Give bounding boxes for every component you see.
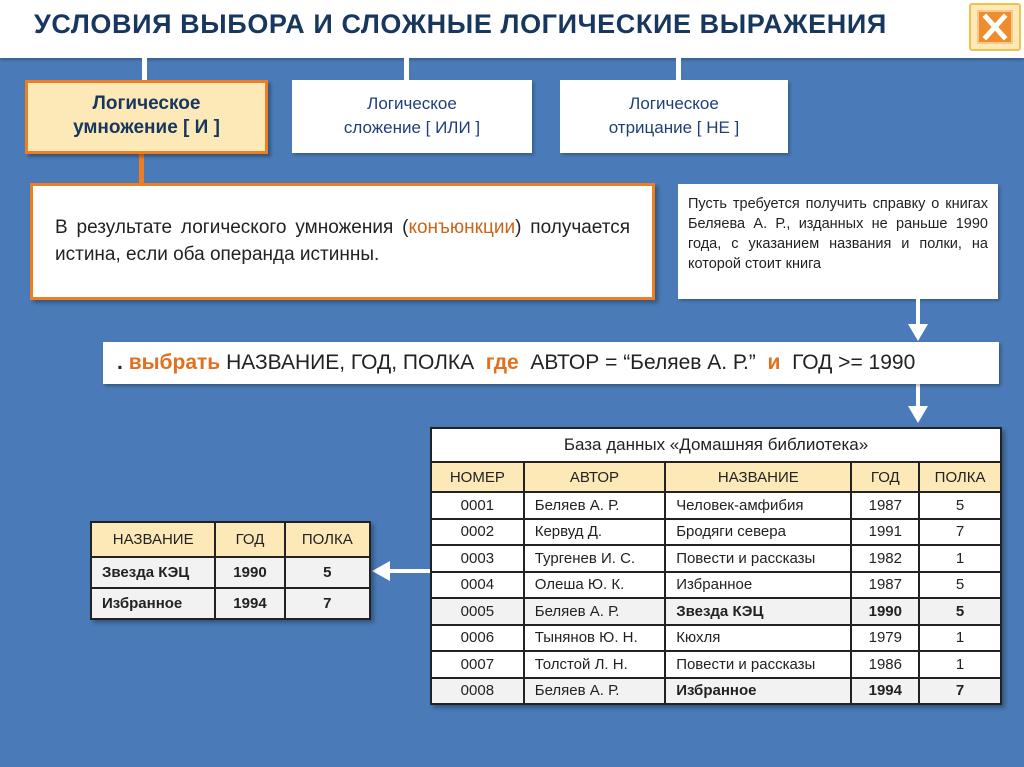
tab-logical-or[interactable] [292,80,532,153]
column-header-title: НАЗВАНИЕ [665,462,851,492]
cell-number: 0003 [431,545,524,572]
column-header-number: НОМЕР [431,462,524,492]
column-header-year: ГОД [851,462,919,492]
cell-year: 1987 [851,572,919,599]
cell-title: Повести и рассказы [665,651,851,678]
tab-line1: Логическое [92,93,201,114]
cell-title: Бродяги севера [665,519,851,546]
query-fields: НАЗВАНИЕ, ГОД, ПОЛКА [226,351,475,374]
cell-year: 1982 [851,545,919,572]
tab-line2: умножение [ И ] [73,117,220,138]
cell-title: Звезда КЭЦ [91,557,215,588]
cell-shelf: 1 [919,625,1001,652]
task-description: Пусть требуется получить справку о книгах Беляева А. Р., изданных не раньше 1990 года, с указанием названия и полки, на которой стоит книга [678,184,998,299]
query-condition-year: ГОД >= 1990 [792,351,916,374]
cell-author: Беляев А. Р. [524,678,665,705]
cell-author: Кервуд Д. [524,519,665,546]
cell-author: Тургенев И. С. [524,545,665,572]
table-row [91,557,370,588]
cell-year: 1991 [851,519,919,546]
cell-shelf: 5 [919,492,1001,519]
cell-author: Беляев А. Р. [524,492,665,519]
table-row [431,572,1001,599]
conjunction-text-before: В результате логического умножения ( [55,217,409,238]
table-row [431,625,1001,652]
cell-title: Звезда КЭЦ [665,598,851,625]
page-title: УСЛОВИЯ ВЫБОРА И СЛОЖНЫЕ ЛОГИЧЕСКИЕ ВЫРАЖЕНИЯ [34,9,887,39]
cell-author: Беляев А. Р. [524,598,665,625]
cell-title: Кюхля [665,625,851,652]
close-x-icon [977,10,1013,44]
table-row-match [431,678,1001,705]
cell-title: Человек-амфибия [665,492,851,519]
column-header-title: НАЗВАНИЕ [91,522,215,557]
cell-shelf: 1 [919,545,1001,572]
result-arrow [370,558,432,584]
cell-year: 1979 [851,625,919,652]
query-and-keyword: и [767,351,781,374]
query-where-keyword: где [485,351,519,374]
conjunction-text-after: ) получается истина, если оба операнда истинны. [55,217,630,265]
cell-shelf: 5 [919,572,1001,599]
query-statement [103,342,999,384]
column-header-author: АВТОР [524,462,665,492]
conjunction-highlight: конъюнкции [408,217,516,238]
cell-year: 1990 [851,598,919,625]
cell-year: 1994 [851,678,919,705]
table-row [431,651,1001,678]
table-row-match [431,598,1001,625]
connector-line [404,58,409,80]
query-select-keyword: выбрать [128,351,221,374]
cell-author: Олеша Ю. К. [524,572,665,599]
query-condition-author: АВТОР = “Беляев А. Р.” [530,351,756,374]
cell-number: 0008 [431,678,524,705]
table-row [431,492,1001,519]
conjunction-description [30,183,655,300]
cell-year: 1990 [215,557,284,588]
column-header-shelf: ПОЛКА [919,462,1001,492]
tab-line1: Логическое [367,94,457,113]
table-row [431,545,1001,572]
tab-line2: отрицание [ НЕ ] [608,118,740,137]
cell-shelf: 5 [919,598,1001,625]
query-dot: . [117,351,123,374]
cell-shelf: 5 [285,557,370,588]
cell-year: 1994 [215,588,284,619]
connector-line [142,58,147,80]
cell-title: Избранное [665,678,851,705]
cell-title: Избранное [665,572,851,599]
cell-year: 1986 [851,651,919,678]
cell-title: Избранное [91,588,215,619]
cell-shelf: 7 [919,519,1001,546]
table-caption: База данных «Домашняя библиотека» [431,428,1001,462]
tab-logical-not[interactable] [560,80,788,153]
cell-title: Повести и рассказы [665,545,851,572]
tab-logical-and[interactable] [25,80,268,154]
database-table [430,427,1002,705]
cell-author: Тынянов Ю. Н. [524,625,665,652]
tab-line1: Логическое [629,94,719,113]
cell-shelf: 1 [919,651,1001,678]
connector-line [139,154,144,184]
connector-line [676,58,681,80]
cell-number: 0007 [431,651,524,678]
close-button[interactable] [969,3,1021,51]
cell-number: 0001 [431,492,524,519]
tab-line2: сложение [ ИЛИ ] [343,118,481,137]
cell-number: 0005 [431,598,524,625]
cell-shelf: 7 [285,588,370,619]
cell-number: 0002 [431,519,524,546]
column-header-year: ГОД [215,522,284,557]
cell-shelf: 7 [919,678,1001,705]
table-row [91,588,370,619]
cell-year: 1987 [851,492,919,519]
column-header-shelf: ПОЛКА [285,522,370,557]
cell-author: Толстой Л. Н. [524,651,665,678]
result-table [90,521,371,620]
cell-number: 0004 [431,572,524,599]
table-row [431,519,1001,546]
cell-number: 0006 [431,625,524,652]
